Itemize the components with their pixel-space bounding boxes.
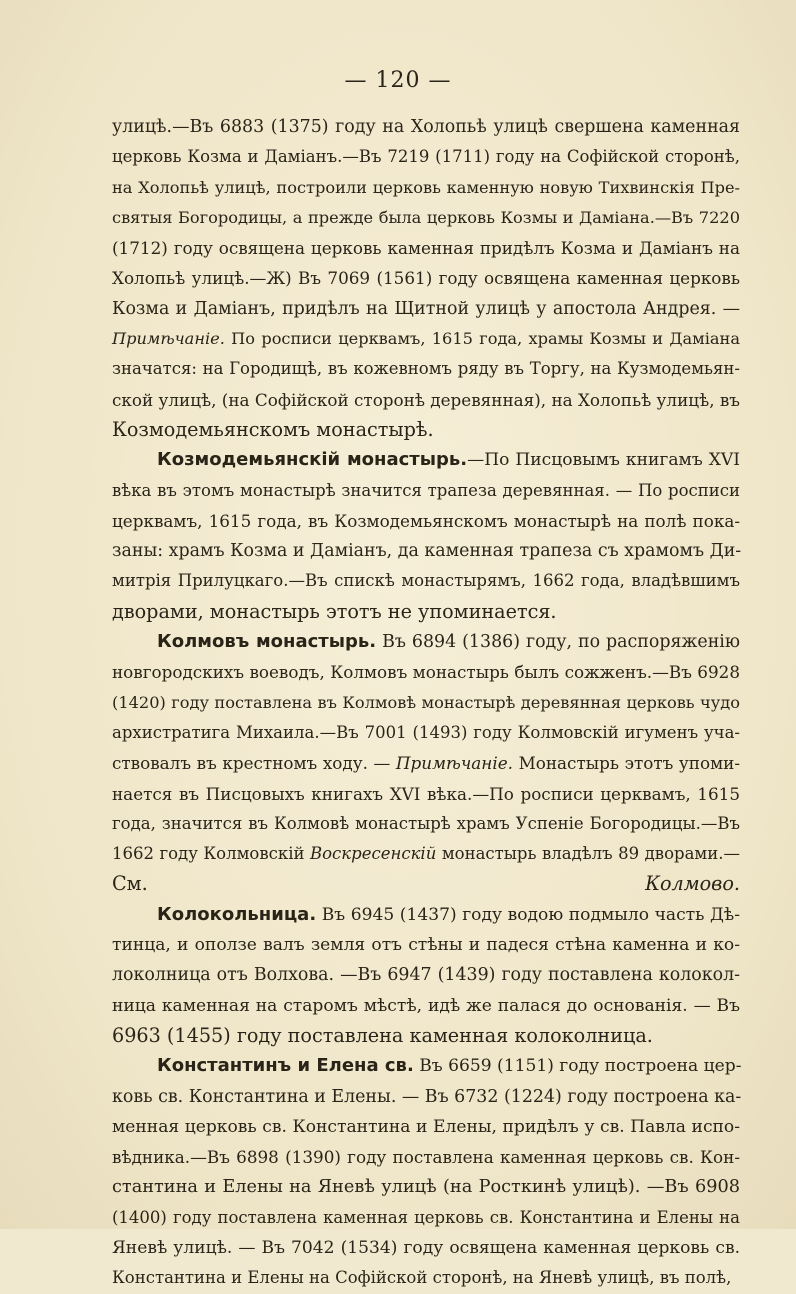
- text-line: церковь Козма и Даміанъ.—Въ 7219 (1711) году на Софійской сторонѣ,: [112, 147, 740, 167]
- entry-heading: Колмовъ монастырь.: [157, 631, 377, 653]
- line-text: 1662 году Колмовскій: [112, 844, 310, 864]
- text-line: ница каменная на старомъ мѣстѣ, идѣ же палася до основанія. — Въ: [112, 995, 740, 1016]
- text-line: (1712) году освящена церковь каменная придѣлъ Козма и Даміанъ на: [112, 238, 740, 259]
- entry-heading: Колокольница.: [157, 903, 317, 925]
- text-line: митрія Прилуцкаго.—Въ спискѣ монастырямъ, 1662 года, владѣвшимъ: [112, 571, 740, 591]
- text-line: вѣка въ этомъ монастырѣ значится трапеза деревянная. — По росписи: [112, 480, 740, 500]
- line-text: Въ 6945 (1437) году водою подмыло часть Дѣ-: [316, 904, 740, 925]
- line-text: Монастырь этотъ упоми-: [512, 753, 740, 774]
- text-line: святыя Богородицы, а прежде была церковь Козмы и Даміана.—Въ 7220: [112, 207, 740, 227]
- text-line: [112, 445, 740, 475]
- text-line: стантина и Елены на Яневѣ улицѣ (на Росткинѣ улицѣ). —Въ 6908: [112, 1177, 740, 1198]
- text-line: Козмодемьянскомъ монастырѣ.: [112, 417, 434, 441]
- italic-note: Примѣчаніе.: [395, 753, 513, 774]
- text-line: дворами, монастырь этотъ не упоминается.: [112, 599, 557, 623]
- text-line: [112, 627, 740, 657]
- text-line: улицѣ.—Въ 6883 (1375) году на Холопьѣ улицѣ свершена каменная: [112, 117, 740, 137]
- text-line: локолница отъ Волхова. —Въ 6947 (1439) году поставлена колокол-: [112, 965, 740, 986]
- line-text: См.: [112, 872, 646, 896]
- text-line: Козма и Даміанъ, придѣлъ на Щитной улицѣ у апостола Андрея. —: [112, 298, 740, 319]
- text-line: вѣдника.—Въ 6898 (1390) году поставлена каменная церковь св. Кон-: [112, 1147, 740, 1168]
- text-line: церквамъ, 1615 года, въ Козмодемьянскомъ монастырѣ на полѣ пока-: [112, 510, 740, 531]
- text-line: (1400) году поставлена каменная церковь св. Константина и Елены на: [112, 1207, 740, 1227]
- text-line: [112, 1051, 740, 1081]
- text-line: Яневѣ улицѣ. — Въ 7042 (1534) году освящена каменная церковь св.: [112, 1237, 740, 1258]
- text-line: нается въ Писцовыхъ книгахъ XVI вѣка.—По росписи церквамъ, 1615: [112, 783, 740, 804]
- entry-heading: Константинъ и Елена св.: [157, 1055, 414, 1077]
- text-line: на Холопьѣ улицѣ, построили церковь каменную новую Тихвинскія Пре-: [112, 177, 740, 197]
- line-text: —По Писцовымъ книгамъ XVI: [467, 450, 740, 471]
- text-line: заны: храмъ Козма и Даміанъ, да каменная трапеза съ храмомъ Ди-: [112, 541, 742, 562]
- text-line: [112, 839, 740, 869]
- italic-note: Колмово.: [645, 872, 740, 896]
- entry-heading: Козмодемьянскій монастырь.: [157, 449, 468, 471]
- line-text: По росписи церквамъ, 1615 года, храмы Козмы и Даміана: [224, 329, 740, 349]
- text-line: тинца, и оползе валъ земля отъ стѣны и падеся стѣна каменна и ко-: [112, 935, 740, 956]
- line-text: ствовалъ въ крестномъ ходу. —: [112, 753, 396, 774]
- text-line: новгородскихъ воеводъ, Колмовъ монастырь былъ сожженъ.—Въ 6928: [112, 662, 740, 683]
- italic-note: Воскресенскій: [309, 844, 437, 864]
- text-line: значатся: на Городищѣ, въ кожевномъ ряду въ Торгу, на Кузмодемьян-: [112, 359, 740, 379]
- text-line: (1420) году поставлена въ Колмовѣ монастырѣ деревянная церковь чудо: [112, 692, 740, 712]
- text-line: менная церковь св. Константина и Елены, придѣлъ у св. Павла испо-: [112, 1116, 740, 1137]
- text-line: [112, 324, 740, 354]
- text-line: ковь св. Константина и Елены. — Въ 6732 (1224) году построена ка-: [112, 1086, 742, 1107]
- text-line: ской улицѣ, (на Софійской сторонѣ деревянная), на Холопьѣ улицѣ, въ: [112, 389, 740, 410]
- text-line: [112, 869, 740, 899]
- text-line: Константина и Елены на Софійской сторонѣ, на Яневѣ улицѣ, въ полѣ,: [112, 1268, 732, 1288]
- line-text: Въ 6894 (1386) году, по распоряженію: [376, 632, 740, 653]
- text-line: Холопьѣ улицѣ.—Ж) Въ 7069 (1561) году освящена каменная церковь: [112, 268, 740, 289]
- page-number: — 120 —: [344, 68, 452, 93]
- line-text: Въ 6659 (1151) году построена цер-: [413, 1056, 742, 1077]
- italic-note: Примѣчаніе.: [112, 329, 225, 349]
- text-line: архистратига Михаила.—Въ 7001 (1493) году Колмовскій игуменъ уча-: [112, 722, 740, 742]
- line-text: монастырь владѣлъ 89 дворами.—: [436, 844, 740, 864]
- text-line: года, значится въ Колмовѣ монастырѣ храмъ Успеніе Богородицы.—Въ: [112, 813, 740, 833]
- page-text: [112, 112, 740, 1294]
- text-line: 6963 (1455) году поставлена каменная колоколница.: [112, 1023, 653, 1047]
- text-line: [112, 900, 740, 930]
- text-line: [112, 748, 740, 778]
